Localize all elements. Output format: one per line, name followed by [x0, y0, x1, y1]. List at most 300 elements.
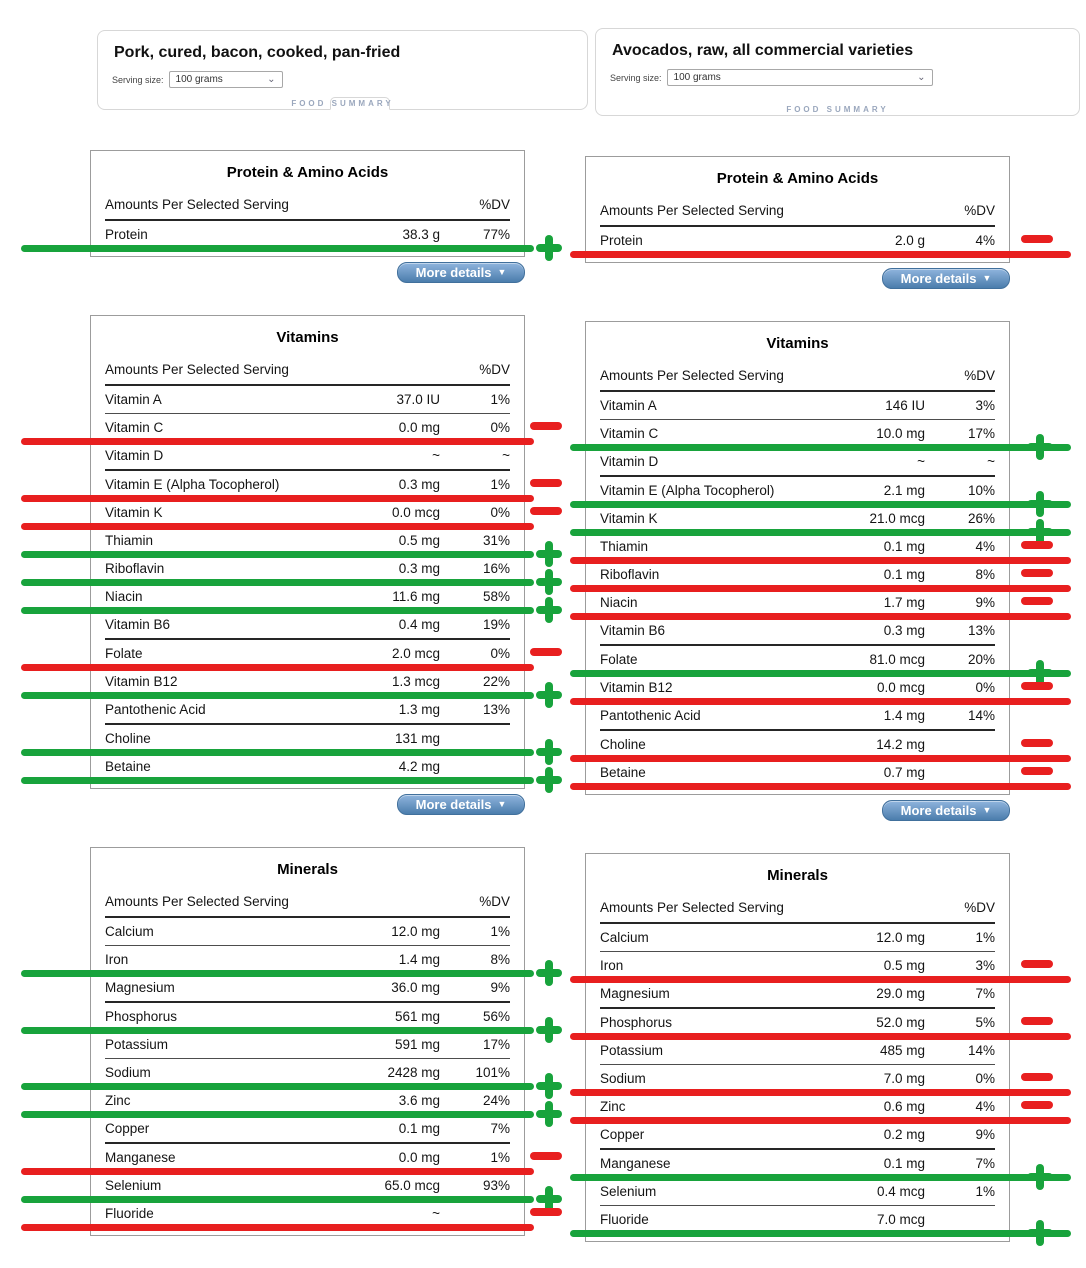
annotation-underline: [21, 692, 534, 699]
nutrient-name: Vitamin E (Alpha Tocopherol): [600, 483, 775, 498]
nutrient-name: Zinc: [600, 1099, 626, 1114]
nutrient-table: [105, 887, 510, 1235]
serving-size-select[interactable]: [667, 69, 933, 86]
annotation-minus-icon: [530, 507, 562, 515]
annotation-underline: [570, 783, 1071, 790]
annotation-underline: [570, 1117, 1071, 1124]
nutrient-row: [600, 1009, 995, 1037]
nutrient-amount: 2.0 g: [894, 233, 925, 248]
nutrient-amount: 146 IU: [885, 398, 925, 413]
nutrient-dv: 14%: [967, 708, 995, 723]
annotation-minus-icon: [530, 479, 562, 487]
annotation-plus-icon: [536, 682, 562, 708]
nutrient-amount: 0.4 mcg: [876, 1184, 925, 1199]
panel-cell-right: [585, 150, 1010, 289]
annotation-underline: [570, 1033, 1071, 1040]
nutrient-row: [105, 1059, 510, 1087]
nutrient-name: Fluoride: [105, 1206, 154, 1221]
nutrient-amount: 0.2 mg: [883, 1127, 925, 1142]
nutrient-amount: 0.3 mg: [398, 561, 440, 576]
annotation-underline: [570, 976, 1071, 983]
nutrient-name: Niacin: [600, 595, 638, 610]
nutrient-name: Copper: [105, 1121, 150, 1136]
nutrient-name: Folate: [600, 652, 638, 667]
annotation-underline: [570, 1230, 1071, 1237]
nutrient-row: [105, 1003, 510, 1031]
nutrient-amount: 0.4 mg: [398, 617, 440, 632]
food-header-area: [0, 0, 1086, 150]
serving-size-label: Serving size:: [112, 74, 164, 85]
annotation-plus-icon: [1027, 1220, 1053, 1246]
nutrient-row: [105, 442, 510, 471]
annotation-underline: [21, 1224, 534, 1231]
table-header-row: [105, 355, 510, 386]
food-title: Pork, cured, bacon, cooked, pan-fried: [114, 44, 401, 61]
annotation-minus-icon: [530, 648, 562, 656]
annotation-plus-icon: [536, 1101, 562, 1127]
annotation-plus-icon: [1027, 434, 1053, 460]
nutrient-name: Riboflavin: [105, 561, 165, 576]
annotation-underline: [21, 607, 534, 614]
table-header-row: [105, 190, 510, 221]
nutrient-dv: 13%: [967, 623, 995, 638]
nutrient-amount: 2.0 mcg: [391, 646, 440, 661]
nutrient-amount: 1.4 mg: [398, 952, 440, 967]
table-header-row: [600, 196, 995, 227]
dv-header: %DV: [964, 368, 995, 383]
nutrient-row: [105, 414, 510, 442]
nutrient-row: [600, 924, 995, 952]
nutrient-row: [105, 1087, 510, 1115]
nutrient-amount: 21.0 mcg: [869, 511, 925, 526]
annotation-plus-icon: [536, 767, 562, 793]
nutrient-dv: 20%: [967, 652, 995, 667]
nutrient-dv: 1%: [490, 477, 510, 492]
nutrient-row: [105, 221, 510, 249]
nutrient-row: [105, 753, 510, 781]
nutrient-amount: 4.2 mg: [398, 759, 440, 774]
annotation-minus-icon: [530, 1208, 562, 1216]
nutrient-name: Copper: [600, 1127, 645, 1142]
nutrient-dv: 0%: [975, 680, 995, 695]
nutrient-amount: 0.0 mcg: [391, 505, 440, 520]
nutrient-dv: 0%: [975, 1071, 995, 1086]
nutrient-row: [105, 668, 510, 696]
nutrient-row: [600, 980, 995, 1009]
annotation-underline: [21, 1111, 534, 1118]
nutrient-row: [600, 1065, 995, 1093]
more-details-label: More details: [900, 271, 977, 286]
nutrient-panel: [585, 853, 1010, 1242]
nutrient-name: Folate: [105, 646, 143, 661]
nutrient-name: Calcium: [600, 930, 649, 945]
annotation-underline: [570, 557, 1071, 564]
nutrient-name: Potassium: [600, 1043, 664, 1058]
nutrient-amount: 0.0 mcg: [876, 680, 925, 695]
nutrient-row: [105, 611, 510, 640]
annotation-plus-icon: [1027, 491, 1053, 517]
annotation-underline: [570, 585, 1071, 592]
annotation-underline: [570, 613, 1071, 620]
nutrient-name: Betaine: [105, 759, 151, 774]
nutrient-name: Protein: [600, 233, 643, 248]
annotation-plus-icon: [536, 597, 562, 623]
nutrient-row: [600, 561, 995, 589]
annotation-underline: [570, 698, 1071, 705]
nutrient-panel: [585, 156, 1010, 263]
nutrient-row: [600, 646, 995, 674]
nutrient-dv: 19%: [482, 617, 510, 632]
nutrient-table: [105, 190, 510, 256]
nutrient-row: [105, 583, 510, 611]
nutrient-amount: 14.2 mg: [876, 737, 925, 752]
nutrient-amount: 36.0 mg: [391, 980, 440, 995]
nutrient-amount: 81.0 mcg: [869, 652, 925, 667]
nutrient-dv: 9%: [975, 595, 995, 610]
annotation-underline: [21, 495, 534, 502]
nutrient-amount: 1.7 mg: [883, 595, 925, 610]
nutrient-name: Iron: [105, 952, 129, 967]
nutrient-name: Vitamin A: [105, 392, 162, 407]
nutrient-dv: 1%: [490, 924, 510, 939]
nutrient-dv: ~: [502, 448, 510, 463]
nutrient-name: Vitamin A: [600, 398, 657, 413]
nutrient-name: Phosphorus: [105, 1009, 178, 1024]
panel-cell-right: [585, 847, 1010, 1242]
annotation-minus-icon: [1021, 1017, 1053, 1025]
nutrient-amount: 2428 mg: [387, 1065, 440, 1080]
nutrient-name: Selenium: [105, 1178, 162, 1193]
serving-size-label: Serving size:: [610, 72, 662, 83]
nutrient-row: [105, 1115, 510, 1144]
amounts-header: Amounts Per Selected Serving: [600, 368, 784, 383]
nutrient-row: [105, 527, 510, 555]
nutrient-amount: 131 mg: [394, 731, 440, 746]
amounts-header: Amounts Per Selected Serving: [105, 362, 289, 377]
nutrient-name: Choline: [600, 737, 646, 752]
annotation-plus-icon: [536, 960, 562, 986]
nutrient-row: [600, 477, 995, 505]
nutrient-dv: 3%: [975, 958, 995, 973]
nutrient-name: Calcium: [105, 924, 154, 939]
nutrient-dv: 16%: [482, 561, 510, 576]
more-details-button[interactable]: [397, 794, 525, 815]
nutrient-dv: 0%: [490, 505, 510, 520]
nutrient-row: [600, 1178, 995, 1206]
nutrient-amount: 11.6 mg: [392, 589, 440, 604]
more-details-label: More details: [415, 265, 492, 280]
annotation-plus-icon: [536, 541, 562, 567]
annotation-minus-icon: [530, 422, 562, 430]
annotation-minus-icon: [1021, 739, 1053, 747]
serving-size-select[interactable]: [169, 71, 283, 88]
nutrient-dv: 58%: [482, 589, 510, 604]
nutrient-name: Thiamin: [105, 533, 154, 548]
panel-title: Vitamins: [276, 329, 339, 346]
annotation-underline: [570, 444, 1071, 451]
nutrient-row: [600, 589, 995, 617]
nutrient-dv: 101%: [475, 1065, 510, 1080]
annotation-underline: [21, 1083, 534, 1090]
annotation-minus-icon: [1021, 1073, 1053, 1081]
amounts-header: Amounts Per Selected Serving: [600, 203, 784, 218]
nutrient-dv: ~: [987, 454, 995, 469]
serving-size-value: 100 grams: [175, 74, 223, 85]
nutrient-dv: 56%: [482, 1009, 510, 1024]
chevron-down-icon: ⌄: [917, 71, 926, 83]
panel-cell-left: [90, 847, 525, 1236]
annotation-underline: [570, 670, 1071, 677]
table-header-row: [105, 887, 510, 918]
nutrient-row: [105, 918, 510, 946]
nutrient-amount: 0.3 mg: [883, 623, 925, 638]
nutrient-dv: 14%: [967, 1043, 995, 1058]
nutrient-amount: 2.1 mg: [883, 483, 925, 498]
nutrient-name: Protein: [105, 227, 148, 242]
amounts-header: Amounts Per Selected Serving: [105, 197, 289, 212]
nutrient-name: Manganese: [600, 1156, 671, 1171]
nutrient-row: [105, 1172, 510, 1200]
nutrient-name: Vitamin B6: [105, 617, 171, 632]
nutrient-dv: 4%: [975, 1099, 995, 1114]
nutrient-row: [600, 1121, 995, 1150]
more-details-label: More details: [900, 803, 977, 818]
nutrient-amount: 38.3 g: [402, 227, 440, 242]
nutrient-amount: 10.0 mg: [876, 426, 925, 441]
nutrient-row: [600, 448, 995, 477]
annotation-plus-icon: [536, 739, 562, 765]
panel-title: Minerals: [277, 861, 338, 878]
nutrient-row: [105, 1031, 510, 1059]
food-summary-tab-label: FOOD SUMMARY: [291, 99, 394, 108]
food-summary-tab-label: FOOD SUMMARY: [786, 105, 889, 114]
annotation-minus-icon: [1021, 541, 1053, 549]
nutrient-row: [105, 386, 510, 414]
nutrient-row: [105, 1200, 510, 1228]
nutrient-amount: 0.1 mg: [883, 567, 925, 582]
nutrient-name: Pantothenic Acid: [600, 708, 701, 723]
nutrient-dv: 9%: [975, 1127, 995, 1142]
annotation-underline: [21, 245, 534, 252]
nutrient-amount: 7.0 mg: [883, 1071, 925, 1086]
nutrient-amount: 0.7 mg: [883, 765, 925, 780]
dv-header: %DV: [479, 894, 510, 909]
annotation-underline: [570, 529, 1071, 536]
nutrient-name: Vitamin C: [105, 420, 164, 435]
nutrient-amount: 0.3 mg: [398, 477, 440, 492]
nutrient-table: [600, 196, 995, 262]
chevron-down-icon: ▼: [982, 273, 992, 283]
nutrient-dv: 22%: [482, 674, 510, 689]
nutrient-table: [105, 355, 510, 788]
nutrient-dv: 1%: [490, 1150, 510, 1165]
annotation-underline: [21, 1168, 534, 1175]
nutrient-row: [600, 731, 995, 759]
nutrient-name: Magnesium: [105, 980, 175, 995]
nutrient-amount: 0.1 mg: [883, 1156, 925, 1171]
nutrient-name: Vitamin C: [600, 426, 659, 441]
nutrient-dv: 31%: [482, 533, 510, 548]
nutrient-row: [105, 471, 510, 499]
annotation-underline: [570, 251, 1071, 258]
annotation-underline: [21, 523, 534, 530]
annotation-underline: [21, 551, 534, 558]
more-details-button[interactable]: [882, 268, 1010, 289]
table-header-row: [600, 361, 995, 392]
food-title: Avocados, raw, all commercial varieties: [612, 42, 914, 59]
nutrient-name: Vitamin B12: [105, 674, 178, 689]
nutrient-amount: 0.6 mg: [883, 1099, 925, 1114]
nutrient-dv: 7%: [975, 986, 995, 1001]
nutrient-dv: 77%: [482, 227, 510, 242]
panel-cell-left: [90, 315, 525, 815]
table-header-row: [600, 893, 995, 924]
annotation-minus-icon: [1021, 597, 1053, 605]
nutrient-name: Potassium: [105, 1037, 169, 1052]
nutrient-row: [600, 505, 995, 533]
nutrient-row: [600, 674, 995, 702]
nutrient-amount: 0.1 mg: [398, 1121, 440, 1136]
nutrient-amount: 65.0 mcg: [384, 1178, 440, 1193]
dv-header: %DV: [964, 203, 995, 218]
nutrient-name: Phosphorus: [600, 1015, 673, 1030]
chevron-down-icon: ▼: [497, 799, 507, 809]
serving-size-row: [98, 67, 587, 92]
nutrient-row: [600, 392, 995, 420]
nutrient-panel: [90, 150, 525, 257]
nutrient-amount: 485 mg: [879, 1043, 925, 1058]
nutrient-name: Zinc: [105, 1093, 131, 1108]
annotation-minus-icon: [1021, 235, 1053, 243]
nutrient-dv: 9%: [490, 980, 510, 995]
panel-title: Minerals: [767, 867, 828, 884]
nutrient-amount: 52.0 mg: [876, 1015, 925, 1030]
nutrient-amount: 7.0 mcg: [876, 1212, 925, 1227]
dv-header: %DV: [479, 362, 510, 377]
more-details-button[interactable]: [397, 262, 525, 283]
nutrient-row: [600, 702, 995, 731]
panel-cell-right: [585, 315, 1010, 821]
chevron-down-icon: ⌄: [267, 73, 276, 85]
dv-header: %DV: [479, 197, 510, 212]
nutrient-row: [600, 952, 995, 980]
nutrient-name: Pantothenic Acid: [105, 702, 206, 717]
annotation-plus-icon: [1027, 1164, 1053, 1190]
more-details-button[interactable]: [882, 800, 1010, 821]
annotation-minus-icon: [1021, 960, 1053, 968]
nutrient-dv: 24%: [482, 1093, 510, 1108]
nutrient-name: Manganese: [105, 1150, 176, 1165]
amounts-header: Amounts Per Selected Serving: [105, 894, 289, 909]
annotation-underline: [570, 1174, 1071, 1181]
nutrient-table: [600, 893, 995, 1241]
nutrient-name: Sodium: [600, 1071, 646, 1086]
nutrient-name: Selenium: [600, 1184, 657, 1199]
nutrient-amount: 0.0 mg: [398, 1150, 440, 1165]
nutrient-amount: ~: [432, 1206, 440, 1221]
panel-cell-left: [90, 150, 525, 283]
annotation-plus-icon: [536, 1017, 562, 1043]
nutrient-dv: 13%: [482, 702, 510, 717]
nutrient-name: Niacin: [105, 589, 143, 604]
nutrient-row: [600, 1206, 995, 1234]
nutrient-name: Fluoride: [600, 1212, 649, 1227]
annotation-underline: [570, 501, 1071, 508]
food-card-pork: [97, 30, 588, 110]
nutrient-row: [600, 1037, 995, 1065]
nutrient-row: [600, 1093, 995, 1121]
nutrient-name: Sodium: [105, 1065, 151, 1080]
nutrient-amount: 1.4 mg: [883, 708, 925, 723]
nutrient-name: Vitamin K: [600, 511, 658, 526]
nutrient-dv: 3%: [975, 398, 995, 413]
chevron-down-icon: ▼: [497, 267, 507, 277]
nutrient-dv: 4%: [975, 539, 995, 554]
nutrient-dv: 10%: [967, 483, 995, 498]
nutrient-name: Vitamin K: [105, 505, 163, 520]
nutrient-dv: 5%: [975, 1015, 995, 1030]
nutrient-panel: [90, 847, 525, 1236]
nutrient-row: [105, 725, 510, 753]
nutrient-name: Iron: [600, 958, 624, 973]
food-card-avocado: [595, 28, 1080, 116]
annotation-underline: [21, 1027, 534, 1034]
nutrient-amount: 0.5 mg: [398, 533, 440, 548]
nutrient-table: [600, 361, 995, 794]
nutrient-name: Choline: [105, 731, 151, 746]
amounts-header: Amounts Per Selected Serving: [600, 900, 784, 915]
annotation-underline: [21, 1196, 534, 1203]
annotation-underline: [21, 749, 534, 756]
nutrient-name: Magnesium: [600, 986, 670, 1001]
nutrient-amount: 0.0 mg: [398, 420, 440, 435]
more-details-label: More details: [415, 797, 492, 812]
nutrient-dv: 17%: [967, 426, 995, 441]
nutrient-dv: 0%: [490, 420, 510, 435]
nutrient-row: [600, 227, 995, 255]
nutrient-name: Betaine: [600, 765, 646, 780]
chevron-down-icon: ▼: [982, 805, 992, 815]
annotation-underline: [21, 579, 534, 586]
serving-size-value: 100 grams: [673, 72, 721, 83]
dv-header: %DV: [964, 900, 995, 915]
nutrient-amount: 29.0 mg: [876, 986, 925, 1001]
nutrient-row: [105, 974, 510, 1003]
nutrient-amount: 591 mg: [394, 1037, 440, 1052]
nutrient-row: [105, 499, 510, 527]
annotation-minus-icon: [1021, 1101, 1053, 1109]
annotation-minus-icon: [1021, 569, 1053, 577]
nutrient-row: [105, 946, 510, 974]
annotation-minus-icon: [530, 1152, 562, 1160]
nutrient-name: Vitamin B12: [600, 680, 673, 695]
panel-title: Vitamins: [766, 335, 829, 352]
nutrient-dv: 0%: [490, 646, 510, 661]
nutrient-amount: 12.0 mg: [876, 930, 925, 945]
nutrient-amount: 0.5 mg: [883, 958, 925, 973]
nutrient-dv: 1%: [975, 930, 995, 945]
nutrient-amount: 561 mg: [394, 1009, 440, 1024]
annotation-underline: [21, 777, 534, 784]
annotation-underline: [570, 1089, 1071, 1096]
annotation-underline: [21, 664, 534, 671]
nutrient-row: [105, 696, 510, 725]
nutrient-row: [105, 555, 510, 583]
nutrient-dv: 17%: [482, 1037, 510, 1052]
nutrient-row: [600, 533, 995, 561]
nutrient-dv: 93%: [482, 1178, 510, 1193]
annotation-underline: [21, 438, 534, 445]
